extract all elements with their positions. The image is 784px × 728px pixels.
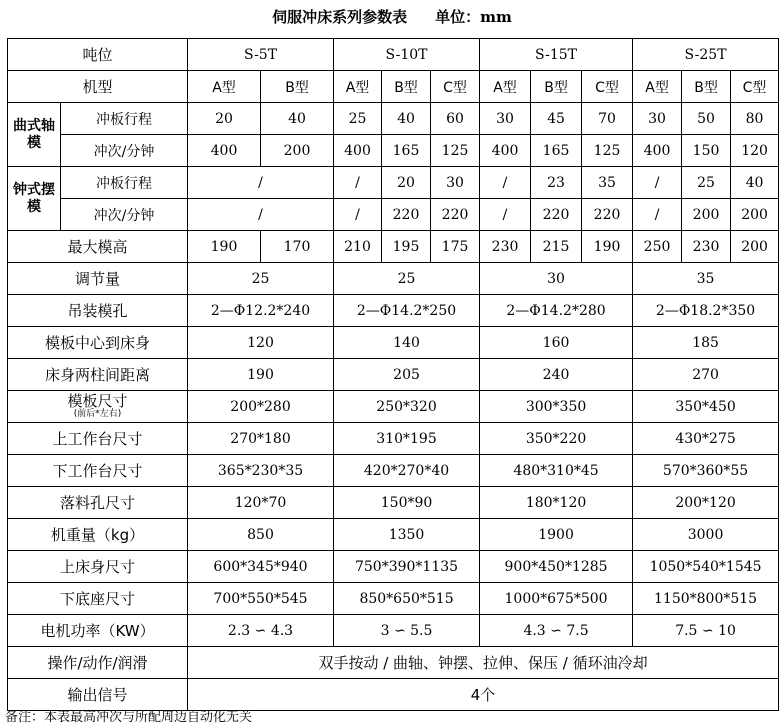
value-cell: 600*345*940 <box>188 551 334 583</box>
value-cell: 215 <box>531 231 582 263</box>
value-cell: / <box>633 199 682 231</box>
value-cell: 185 <box>633 327 779 359</box>
value-cell: / <box>480 167 531 199</box>
value-cell: 230 <box>682 231 731 263</box>
tonnage-row <box>8 39 779 71</box>
value-cell: 30 <box>480 263 633 295</box>
type-cell: B型 <box>382 71 431 103</box>
operation-value: 双手按动 / 曲轴、钟摆、拉伸、保压 / 循环油冷却 <box>188 647 779 679</box>
model-label: 机型 <box>8 71 188 103</box>
value-cell: 700*550*545 <box>188 583 334 615</box>
spec-row <box>8 519 779 551</box>
value-cell: 80 <box>731 103 779 135</box>
value-cell: 1050*540*1545 <box>633 551 779 583</box>
value-cell: 125 <box>582 135 633 167</box>
pendulum-group-label: 钟式摆模 <box>8 167 61 231</box>
row-label-text: 模板尺寸 <box>67 392 128 410</box>
spec-table <box>7 38 779 711</box>
value-cell: 20 <box>382 167 431 199</box>
spec-row <box>8 583 779 615</box>
spec-row <box>8 551 779 583</box>
value-cell: 400 <box>633 135 682 167</box>
value-cell: 900*450*1285 <box>480 551 633 583</box>
value-cell: 365*230*35 <box>188 455 334 487</box>
type-cell: C型 <box>731 71 779 103</box>
type-cell: B型 <box>682 71 731 103</box>
output-value: 4个 <box>188 679 779 711</box>
row-label: 床身两柱间距离 <box>8 359 188 391</box>
spec-row <box>8 487 779 519</box>
tonnage-label: 吨位 <box>8 39 188 71</box>
value-cell: 2—Φ12.2*240 <box>188 295 334 327</box>
value-cell: 165 <box>531 135 582 167</box>
value-cell: 205 <box>334 359 480 391</box>
value-cell: 1000*675*500 <box>480 583 633 615</box>
value-cell: 160 <box>480 327 633 359</box>
row-label: 电机功率（KW） <box>8 615 188 647</box>
row-label: 模板中心到床身 <box>8 327 188 359</box>
value-cell: 270*180 <box>188 423 334 455</box>
value-cell: 2—Φ14.2*250 <box>334 295 480 327</box>
value-cell: 480*310*45 <box>480 455 633 487</box>
value-cell: 2—Φ18.2*350 <box>633 295 779 327</box>
value-cell: / <box>480 199 531 231</box>
value-cell: / <box>188 167 334 199</box>
value-cell: / <box>188 199 334 231</box>
tonnage-cell: S-5T <box>188 39 334 71</box>
value-cell: 25 <box>334 263 480 295</box>
pendulum-stroke-row <box>8 167 779 199</box>
value-cell: 175 <box>431 231 480 263</box>
value-cell: 250*320 <box>334 391 480 423</box>
table-title <box>0 4 784 30</box>
spec-row <box>8 423 779 455</box>
value-cell: 1900 <box>480 519 633 551</box>
value-cell: 195 <box>382 231 431 263</box>
value-cell: 25 <box>682 167 731 199</box>
value-cell: 400 <box>188 135 261 167</box>
value-cell: 30 <box>431 167 480 199</box>
row-label: 下工作台尺寸 <box>8 455 188 487</box>
value-cell: 230 <box>480 231 531 263</box>
value-cell: 220 <box>531 199 582 231</box>
type-cell: A型 <box>633 71 682 103</box>
unit-text: 单位：mm <box>435 8 512 26</box>
value-cell: 240 <box>480 359 633 391</box>
tonnage-cell: S-15T <box>480 39 633 71</box>
value-cell: 150 <box>682 135 731 167</box>
value-cell: 400 <box>334 135 382 167</box>
value-cell: 30 <box>633 103 682 135</box>
value-cell: / <box>334 167 382 199</box>
value-cell: 190 <box>188 231 261 263</box>
row-sublabel-text: (前后*左右) <box>73 409 122 419</box>
value-cell: 210 <box>334 231 382 263</box>
spec-row <box>8 263 779 295</box>
value-cell: 220 <box>382 199 431 231</box>
value-cell: 180*120 <box>480 487 633 519</box>
value-cell: 120*70 <box>188 487 334 519</box>
value-cell: 420*270*40 <box>334 455 480 487</box>
value-cell: 165 <box>382 135 431 167</box>
value-cell: 45 <box>531 103 582 135</box>
value-cell: 40 <box>731 167 779 199</box>
model-row <box>8 71 779 103</box>
max-die-height-row <box>8 231 779 263</box>
value-cell: 120 <box>188 327 334 359</box>
value-cell: 40 <box>261 103 334 135</box>
max-die-height-label: 最大模高 <box>8 231 188 263</box>
value-cell: 4.3 ∽ 7.5 <box>480 615 633 647</box>
value-cell: 750*390*1135 <box>334 551 480 583</box>
value-cell: 250 <box>633 231 682 263</box>
operation-row <box>8 647 779 679</box>
tonnage-cell: S-10T <box>334 39 480 71</box>
value-cell: 200*120 <box>633 487 779 519</box>
value-cell: 220 <box>582 199 633 231</box>
value-cell: 270 <box>633 359 779 391</box>
crank-stroke-row <box>8 103 779 135</box>
value-cell: 30 <box>480 103 531 135</box>
value-cell: 850 <box>188 519 334 551</box>
value-cell: 1150*800*515 <box>633 583 779 615</box>
value-cell: 850*650*515 <box>334 583 480 615</box>
value-cell: 35 <box>633 263 779 295</box>
crank-group-label: 曲式轴模 <box>8 103 61 167</box>
spec-row <box>8 359 779 391</box>
value-cell: 40 <box>382 103 431 135</box>
footnote: 备注：本表最高冲次与所配周边自动化无关 <box>5 710 253 725</box>
row-label: 落料孔尺寸 <box>8 487 188 519</box>
type-cell: B型 <box>261 71 334 103</box>
spec-table-body <box>8 39 779 711</box>
value-cell: 70 <box>582 103 633 135</box>
value-cell: 400 <box>480 135 531 167</box>
value-cell: 50 <box>682 103 731 135</box>
spec-row <box>8 295 779 327</box>
value-cell: 20 <box>188 103 261 135</box>
value-cell: 200 <box>731 199 779 231</box>
type-cell: A型 <box>334 71 382 103</box>
row-label: 吊装模孔 <box>8 295 188 327</box>
type-cell: A型 <box>188 71 261 103</box>
title-text: 伺服冲床系列参数表 <box>272 8 408 26</box>
value-cell: 310*195 <box>334 423 480 455</box>
row-label: 上床身尺寸 <box>8 551 188 583</box>
value-cell: 170 <box>261 231 334 263</box>
tonnage-cell: S-25T <box>633 39 779 71</box>
value-cell: 3000 <box>633 519 779 551</box>
output-label: 输出信号 <box>8 679 188 711</box>
value-cell: 150*90 <box>334 487 480 519</box>
value-cell: 200*280 <box>188 391 334 423</box>
pendulum-spm-row <box>8 199 779 231</box>
value-cell: 23 <box>531 167 582 199</box>
value-cell: 200 <box>731 231 779 263</box>
value-cell: 2—Φ14.2*280 <box>480 295 633 327</box>
value-cell: / <box>633 167 682 199</box>
type-cell: B型 <box>531 71 582 103</box>
value-cell: 300*350 <box>480 391 633 423</box>
value-cell: 60 <box>431 103 480 135</box>
type-cell: A型 <box>480 71 531 103</box>
spec-row <box>8 391 779 423</box>
spec-row <box>8 327 779 359</box>
value-cell: 350*450 <box>633 391 779 423</box>
value-cell: 350*220 <box>480 423 633 455</box>
value-cell: 200 <box>682 199 731 231</box>
type-cell: C型 <box>582 71 633 103</box>
value-cell: 25 <box>188 263 334 295</box>
value-cell: 430*275 <box>633 423 779 455</box>
value-cell: 190 <box>188 359 334 391</box>
value-cell: 190 <box>582 231 633 263</box>
type-cell: C型 <box>431 71 480 103</box>
crank-spm-label: 冲次/分钟 <box>61 135 188 167</box>
value-cell: 35 <box>582 167 633 199</box>
row-label: 下底座尺寸 <box>8 583 188 615</box>
row-label: 机重量（kg） <box>8 519 188 551</box>
pendulum-stroke-label: 冲板行程 <box>61 167 188 199</box>
value-cell: 3 ∽ 5.5 <box>334 615 480 647</box>
value-cell: 570*360*55 <box>633 455 779 487</box>
value-cell: 2.3 ∽ 4.3 <box>188 615 334 647</box>
value-cell: 125 <box>431 135 480 167</box>
row-label: 上工作台尺寸 <box>8 423 188 455</box>
value-cell: 220 <box>431 199 480 231</box>
crank-spm-row <box>8 135 779 167</box>
value-cell: 1350 <box>334 519 480 551</box>
pendulum-spm-label: 冲次/分钟 <box>61 199 188 231</box>
spec-row <box>8 615 779 647</box>
row-label <box>8 391 188 423</box>
value-cell: 120 <box>731 135 779 167</box>
value-cell: 140 <box>334 327 480 359</box>
row-label: 调节量 <box>8 263 188 295</box>
crank-stroke-label: 冲板行程 <box>61 103 188 135</box>
value-cell: 25 <box>334 103 382 135</box>
value-cell: / <box>334 199 382 231</box>
spec-row <box>8 455 779 487</box>
value-cell: 200 <box>261 135 334 167</box>
operation-label: 操作/动作/润滑 <box>8 647 188 679</box>
value-cell: 7.5 ∽ 10 <box>633 615 779 647</box>
